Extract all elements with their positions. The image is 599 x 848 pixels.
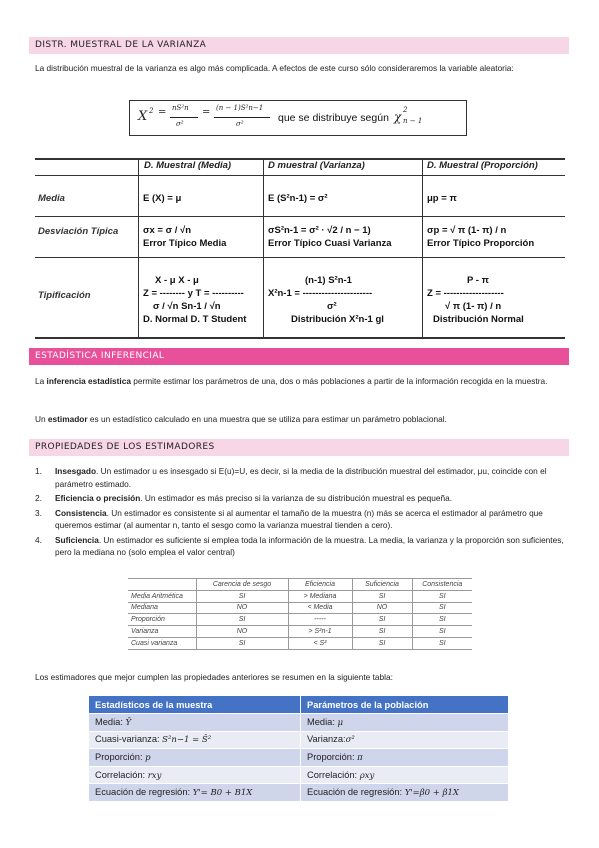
tip-prop-num: P - π <box>467 275 489 286</box>
section-title-propiedades: PROPIEDADES DE LOS ESTIMADORES <box>29 439 569 456</box>
distribution-table <box>35 158 565 338</box>
estimador-paragraph: Un estimador es un estadístico calculado en una muestra que se utiliza para estimar un parámetro poblacional. <box>35 414 447 424</box>
tip-media-eq: Z = -------- y T = ---------- <box>143 288 244 299</box>
table-row: Proporción: p Proporción: π <box>89 749 509 767</box>
table-row: Correlación: rxy Correlación: ρxy <box>89 766 509 784</box>
list-item: 3. Consistencia. Un estimador es consistente si al aumentar el tamaño de la muestra (n) más se acerca el estimador al parámetro que queremos estimar (al aumentar n, tanto el sesgo como la varianza muestral tienden a cero). <box>35 507 543 530</box>
cell-desv-media-error: Error Típico Media <box>143 238 227 249</box>
list-item: 2. Eficiencia o precisión. Un estimador es más preciso si la varianza de su distribución muestral es pequeña. <box>35 493 453 503</box>
varianza-intro: La distribución muestral de la varianza es algo más complicada. A efectos de este curso sólo consideraremos la variable aleatoria: <box>35 63 514 73</box>
summary-table <box>88 695 509 802</box>
inferencia-paragraph: La inferencia estadística permite estimar los parámetros de una, dos o más poblaciones a partir de la información recogida en la muestra. <box>35 376 548 386</box>
tip-media-dist: D. Normal D. T Student <box>143 314 247 325</box>
tip-prop-den: √ π (1- π) / n <box>445 301 502 312</box>
tip-var-eq: X²n-1 = ---------------------- <box>268 288 373 299</box>
tip-var-den: σ² <box>327 301 337 312</box>
tip-var-num: (n-1) S²n-1 <box>305 275 352 286</box>
table-row: Proporción SI ----- SI SI <box>128 614 472 626</box>
resumen-paragraph: Los estimadores que mejor cumplen las propiedades anteriores se resumen en la siguiente tabla: <box>35 672 393 682</box>
propiedades-list <box>35 465 570 561</box>
row-label-tipificacion: Tipificación <box>38 290 91 301</box>
table-row: Cuasi-varianza: S²n−1 = Ŝ² Varianza:σ² <box>89 731 509 749</box>
tip-var-dist: Distribución X²n-1 gl <box>291 314 384 325</box>
table-row: Ecuación de regresión: Y'= B0 + B1X Ecuación de regresión: Y'=β0 + β1X <box>89 784 509 802</box>
cell-desv-proporcion-error: Error Típico Proporción <box>427 238 535 249</box>
cell-desv-varianza-error: Error Típico Cuasi Varianza <box>268 238 392 249</box>
estimators-properties-table <box>128 578 472 650</box>
cell-media-varianza: E (S²n-1) = σ² <box>268 193 328 204</box>
header-media: D. Muestral (Media) <box>144 160 232 171</box>
section-title-inferencial: ESTADÍSTICA INFERENCIAL <box>29 348 569 365</box>
header-varianza: D muestral (Varianza) <box>268 160 365 171</box>
formula-tail-text: que se distribuye según <box>278 112 389 124</box>
table-row: Cuasi varianza SI < S² SI SI <box>128 637 472 649</box>
header-proporcion: D. Muestral (Proporción) <box>427 160 538 171</box>
table-header-row: Estadísticos de la muestra Parámetros de la población <box>89 696 509 714</box>
tip-prop-eq: Z = ------------------- <box>427 288 504 299</box>
list-item: 1. Insesgado. Un estimador u es insesgado si E(u)=U, es decir, si la media de la distribución muestral del estimador, μu, coincide con el parámetro estimado. <box>35 466 547 489</box>
tip-prop-dist: Distribución Normal <box>433 314 524 325</box>
cell-media-media: E (X) = μ <box>143 193 182 204</box>
table-row: Media Aritmética SI > Mediana SI SI <box>128 590 472 602</box>
section-title-varianza: DISTR. MUESTRAL DE LA VARIANZA <box>29 37 569 54</box>
row-label-desviacion: Desviación Típica <box>38 226 119 237</box>
table-row: Media: Ȳ Media: μ <box>89 714 509 732</box>
list-item: 4. Suficiencia. Un estimador es suficiente si emplea toda la información de la muestra. La media, la varianza y la proporción son suficientes, pero la mediana no (solo emplea el valor central) <box>35 534 564 557</box>
cell-media-proporcion: μp = π <box>427 193 457 204</box>
cell-desv-proporcion: σp = √ π (1- π) / n <box>427 225 507 236</box>
row-label-media: Media <box>38 193 65 204</box>
table-header-row: Carencia de sesgo Eficiencia Suficiencia Consistencia <box>128 579 472 591</box>
cell-desv-varianza: σS²n-1 = σ² · √2 / n − 1) <box>268 225 371 236</box>
tip-media-num: X - μ X - μ <box>155 275 199 286</box>
table-row: Varianza NO > S²n-1 SI SI <box>128 626 472 638</box>
tip-media-den: σ / √n Sn-1 / √n <box>153 301 221 312</box>
chi-square-formula: X 2 = nS²n σ² = (n − 1)S²n−1 σ² que se distribuye según χ 2 n − 1 <box>129 100 467 136</box>
cell-desv-media: σx = σ / √n <box>143 225 192 236</box>
table-row: Mediana NO < Media NO SI <box>128 602 472 614</box>
